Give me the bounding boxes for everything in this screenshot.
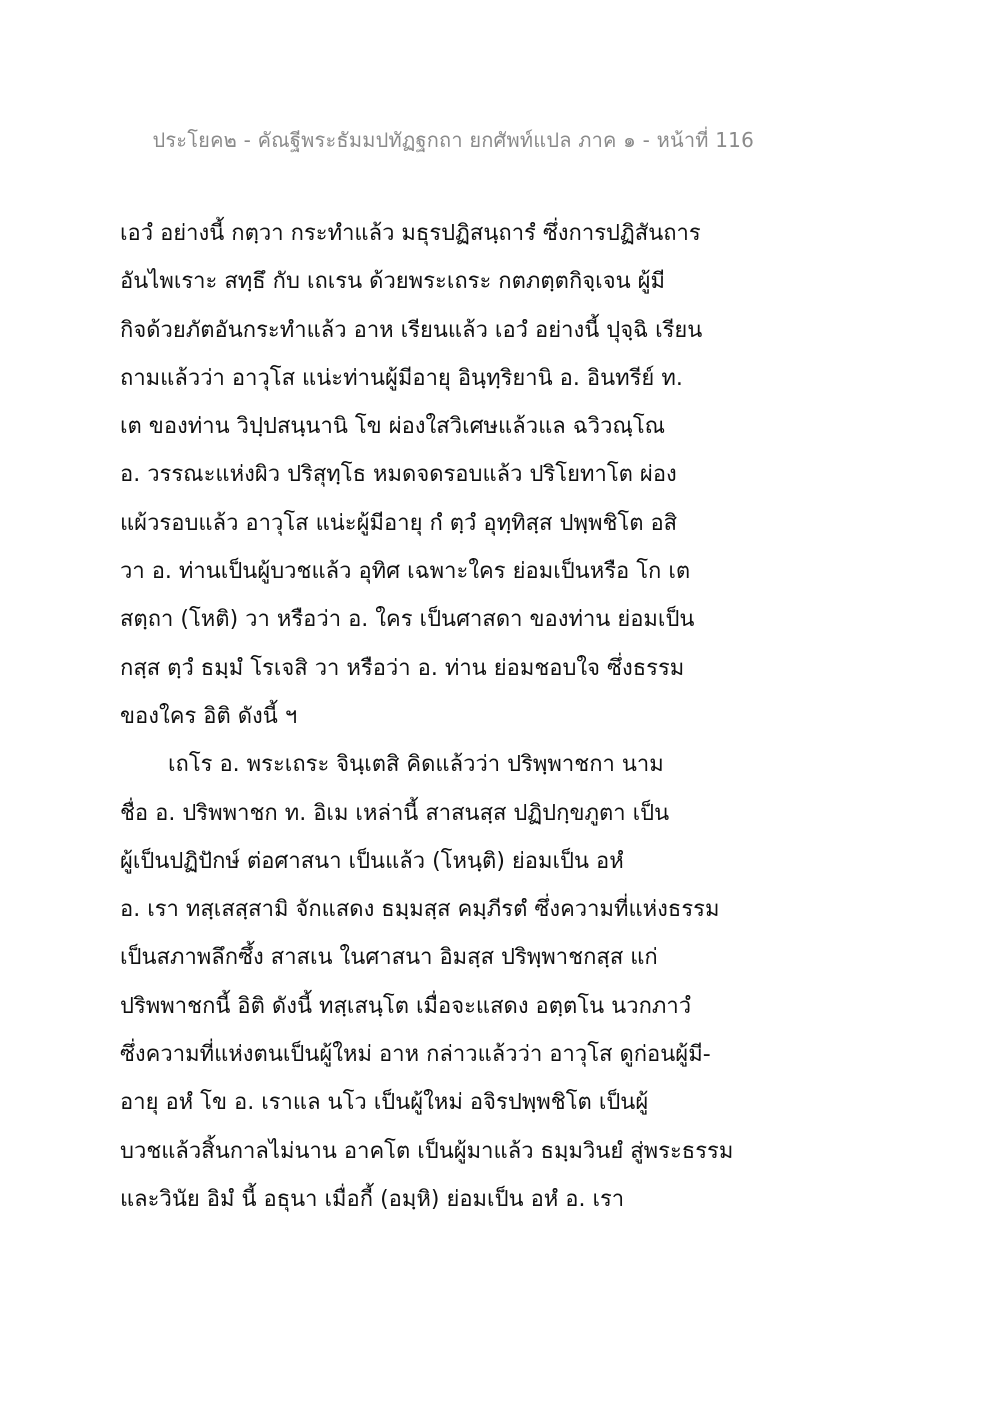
text-line: และวินัย อิมํ นี้ อธุนา เมื่อกี้ (อมฺหิ) ย่อมเป็น อหํ อ. เรา <box>120 1186 625 1212</box>
text-line: เอวํ อย่างนี้ กตฺวา กระทำแล้ว มธุรปฏิสนฺถารํ ซึ่งการปฏิสันถาร <box>120 221 701 246</box>
text-line: อ. วรรณะแห่งผิว ปริสุทฺโธ หมดจดรอบแล้ว ปริโยทาโต ผ่อง <box>120 462 677 488</box>
paragraph-start-line: เถโร อ. พระเถระ จินฺเตสิ คิดแล้วว่า ปริพฺพาชกา นาม <box>168 752 664 778</box>
text-line: แผ้วรอบแล้ว อาวุโส แน่ะผู้มีอายุ กํ ตฺวํ อุทฺทิสฺส ปพฺพชิโต อสิ <box>120 510 678 536</box>
running-header: ประโยค๒ - คัณฐีพระธัมมปทัฏฐกถา ยกศัพท์แปล ภาค ๑ - หน้าที่ 116 <box>152 128 754 152</box>
text-line: บวชแล้วสิ้นกาลไม่นาน อาคโต เป็นผู้มาแล้ว ธมฺมวินยํ สู่พระธรรม <box>120 1138 734 1164</box>
text-line: ของใคร อิติ ดังนี้ ฯ <box>120 703 298 729</box>
text-line: เต ของท่าน วิปฺปสนฺนานิ โข ผ่องใสวิเศษแล้วแล ฉวิวณฺโณ <box>120 414 666 440</box>
text-line: วา อ. ท่านเป็นผู้บวชแล้ว อุทิศ เฉพาะใคร ย่อมเป็นหรือ โก เต <box>120 559 691 585</box>
text-line: ชื่อ อ. ปริพพาชก ท. อิเม เหล่านี้ สาสนสฺส ปฏิปกฺขภูตา เป็น <box>120 800 670 826</box>
text-line: ผู้เป็นปฏิปักษ์ ต่อศาสนา เป็นแล้ว (โหนฺติ) ย่อมเป็น อหํ <box>120 848 624 874</box>
text-line: สตฺถา (โหติ) วา หรือว่า อ. ใคร เป็นศาสดา ของท่าน ย่อมเป็น <box>120 607 695 633</box>
text-line: ปริพพาชกนี้ อิติ ดังนี้ ทสฺเสนฺโต เมื่อจะแสดง อตฺตโน นวกภาวํ <box>120 993 692 1019</box>
text-line: กิจด้วยภัตอันกระทำแล้ว อาห เรียนแล้ว เอวํ อย่างนี้ ปุจฺฉิ เรียน <box>120 317 703 343</box>
text-line: ซึ่งความที่แห่งตนเป็นผู้ใหม่ อาห กล่าวแล้วว่า อาวุโส ดูก่อนผู้มี- <box>120 1042 711 1068</box>
text-line: อ. เรา ทสฺเสสฺสามิ จักแสดง ธมฺมสฺส คมฺภีรตํ ซึ่งความที่แห่งธรรม <box>120 897 720 923</box>
body-text <box>120 210 734 1224</box>
text-line: ถามแล้วว่า อาวุโส แน่ะท่านผู้มีอายุ อินฺทฺริยานิ อ. อินทรีย์ ท. <box>120 365 683 391</box>
text-line: อันไพเราะ สทฺธึ กับ เถเรน ด้วยพระเถระ กตภตฺตกิจฺเจน ผู้มี <box>120 269 666 295</box>
text-line: เป็นสภาพลึกซึ้ง สาสเน ในศาสนา อิมสฺส ปริพฺพาชกสฺส แก่ <box>120 945 658 971</box>
text-line: อายุ อหํ โข อ. เราแล นโว เป็นผู้ใหม่ อจิรปพฺพชิโต เป็นผู้ <box>120 1090 649 1116</box>
text-line: กสฺส ตฺวํ ธมฺมํ โรเจสิ วา หรือว่า อ. ท่าน ย่อมชอบใจ ซึ่งธรรม <box>120 655 685 681</box>
